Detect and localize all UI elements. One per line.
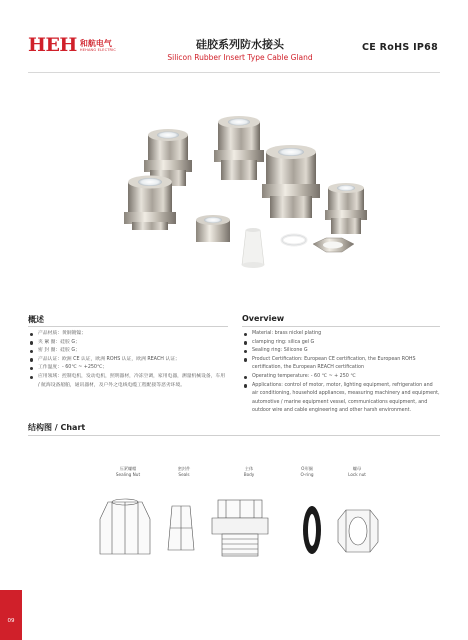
seals-drawing [168, 506, 194, 550]
page-number-tab [0, 590, 22, 640]
overview-cn-list [30, 330, 228, 390]
sealing-nut [196, 215, 230, 242]
exploded-drawing [90, 484, 390, 574]
gland-far-right [325, 183, 367, 234]
o-ring-drawing [303, 506, 321, 554]
gland-back-center [214, 116, 264, 180]
sealing-nut-drawing [100, 499, 150, 554]
lock-nut-photo [313, 238, 354, 252]
header-divider [28, 72, 440, 73]
page-title [140, 38, 340, 63]
list-item: 产品认证：欧洲 CE 认证，欧洲 ROHS 认证，欧洲 REACH 认证； [30, 356, 228, 365]
part-label-seals: 密封件 Seals [177, 466, 191, 477]
logo-mark: HEH [28, 34, 77, 56]
logo-text [80, 39, 116, 53]
part-label-lock-nut: 螺母 Lock nut [348, 466, 366, 477]
list-item: Material: brass nickel plating [244, 330, 440, 339]
title-cn: 硅胶系列防水接头 [196, 38, 284, 51]
white-seal-insert [242, 228, 264, 268]
product-photo [28, 100, 440, 280]
list-item: Operating temperature: - 60 ℃ ~ + 250 ℃ [244, 373, 440, 382]
overview-en-heading: Overview [242, 314, 285, 323]
part-label-sealing-nut: 压紧螺帽 Sealing Nut [115, 466, 141, 477]
list-item: clamping ring: silica gel G [244, 339, 440, 348]
brand-logo [28, 36, 116, 55]
body-drawing [212, 500, 268, 556]
list-item: 工作温度：- 60℃ ~ +250℃； [30, 364, 228, 373]
title-en: Silicon Rubber Insert Type Cable Gland [167, 53, 313, 62]
logo-en: HEHANG ELECTRIC [79, 47, 117, 52]
list-item: 密 封 圈：硅胶 G； [30, 347, 228, 356]
overview-en-list [244, 330, 440, 416]
logo-cn: 和航电气 [79, 38, 112, 48]
overview-cn-divider [28, 326, 228, 327]
page-number: 09 [7, 618, 15, 624]
overview-cn-heading: 概述 [28, 315, 44, 324]
list-item: Product Certification: European CE certification, the European ROHS certification, the European REACH certification [244, 356, 440, 373]
list-item: Sealing ring: Silicone G [244, 347, 440, 356]
chart-divider [28, 435, 440, 436]
certifications: CE RoHS IP68 [361, 42, 438, 53]
list-item: 应用领域：控制电机，发动电机，照明器材，冷冻空调，家用电器，测量机械设备，车用 / 航海设备船舶，通讯器材，及户外之电线电缆工程配接等恶劣环境。 [30, 373, 228, 390]
overview-en-divider [242, 326, 440, 327]
list-item: 夹 紧 圈：硅胶 G； [30, 339, 228, 348]
chart-heading: 结构图 / Chart [28, 423, 86, 432]
lock-nut-drawing [338, 510, 378, 552]
gland-front-left [124, 176, 176, 231]
list-item: Applications: control of motor, motor, lighting equipment, refrigeration and air conditioning, household appliances, measuring machinery and equipment, automotive / marine equipment vessel, communications equipment, and outdoor wire and cable engineering and other harsh environment. [244, 382, 440, 416]
list-item: 产品材质：黄铜镀镍； [30, 330, 228, 339]
part-label-body: 主体 Body [243, 466, 255, 477]
part-label-o-ring: O形圈 O-ring [300, 466, 314, 477]
gland-right [262, 145, 320, 218]
